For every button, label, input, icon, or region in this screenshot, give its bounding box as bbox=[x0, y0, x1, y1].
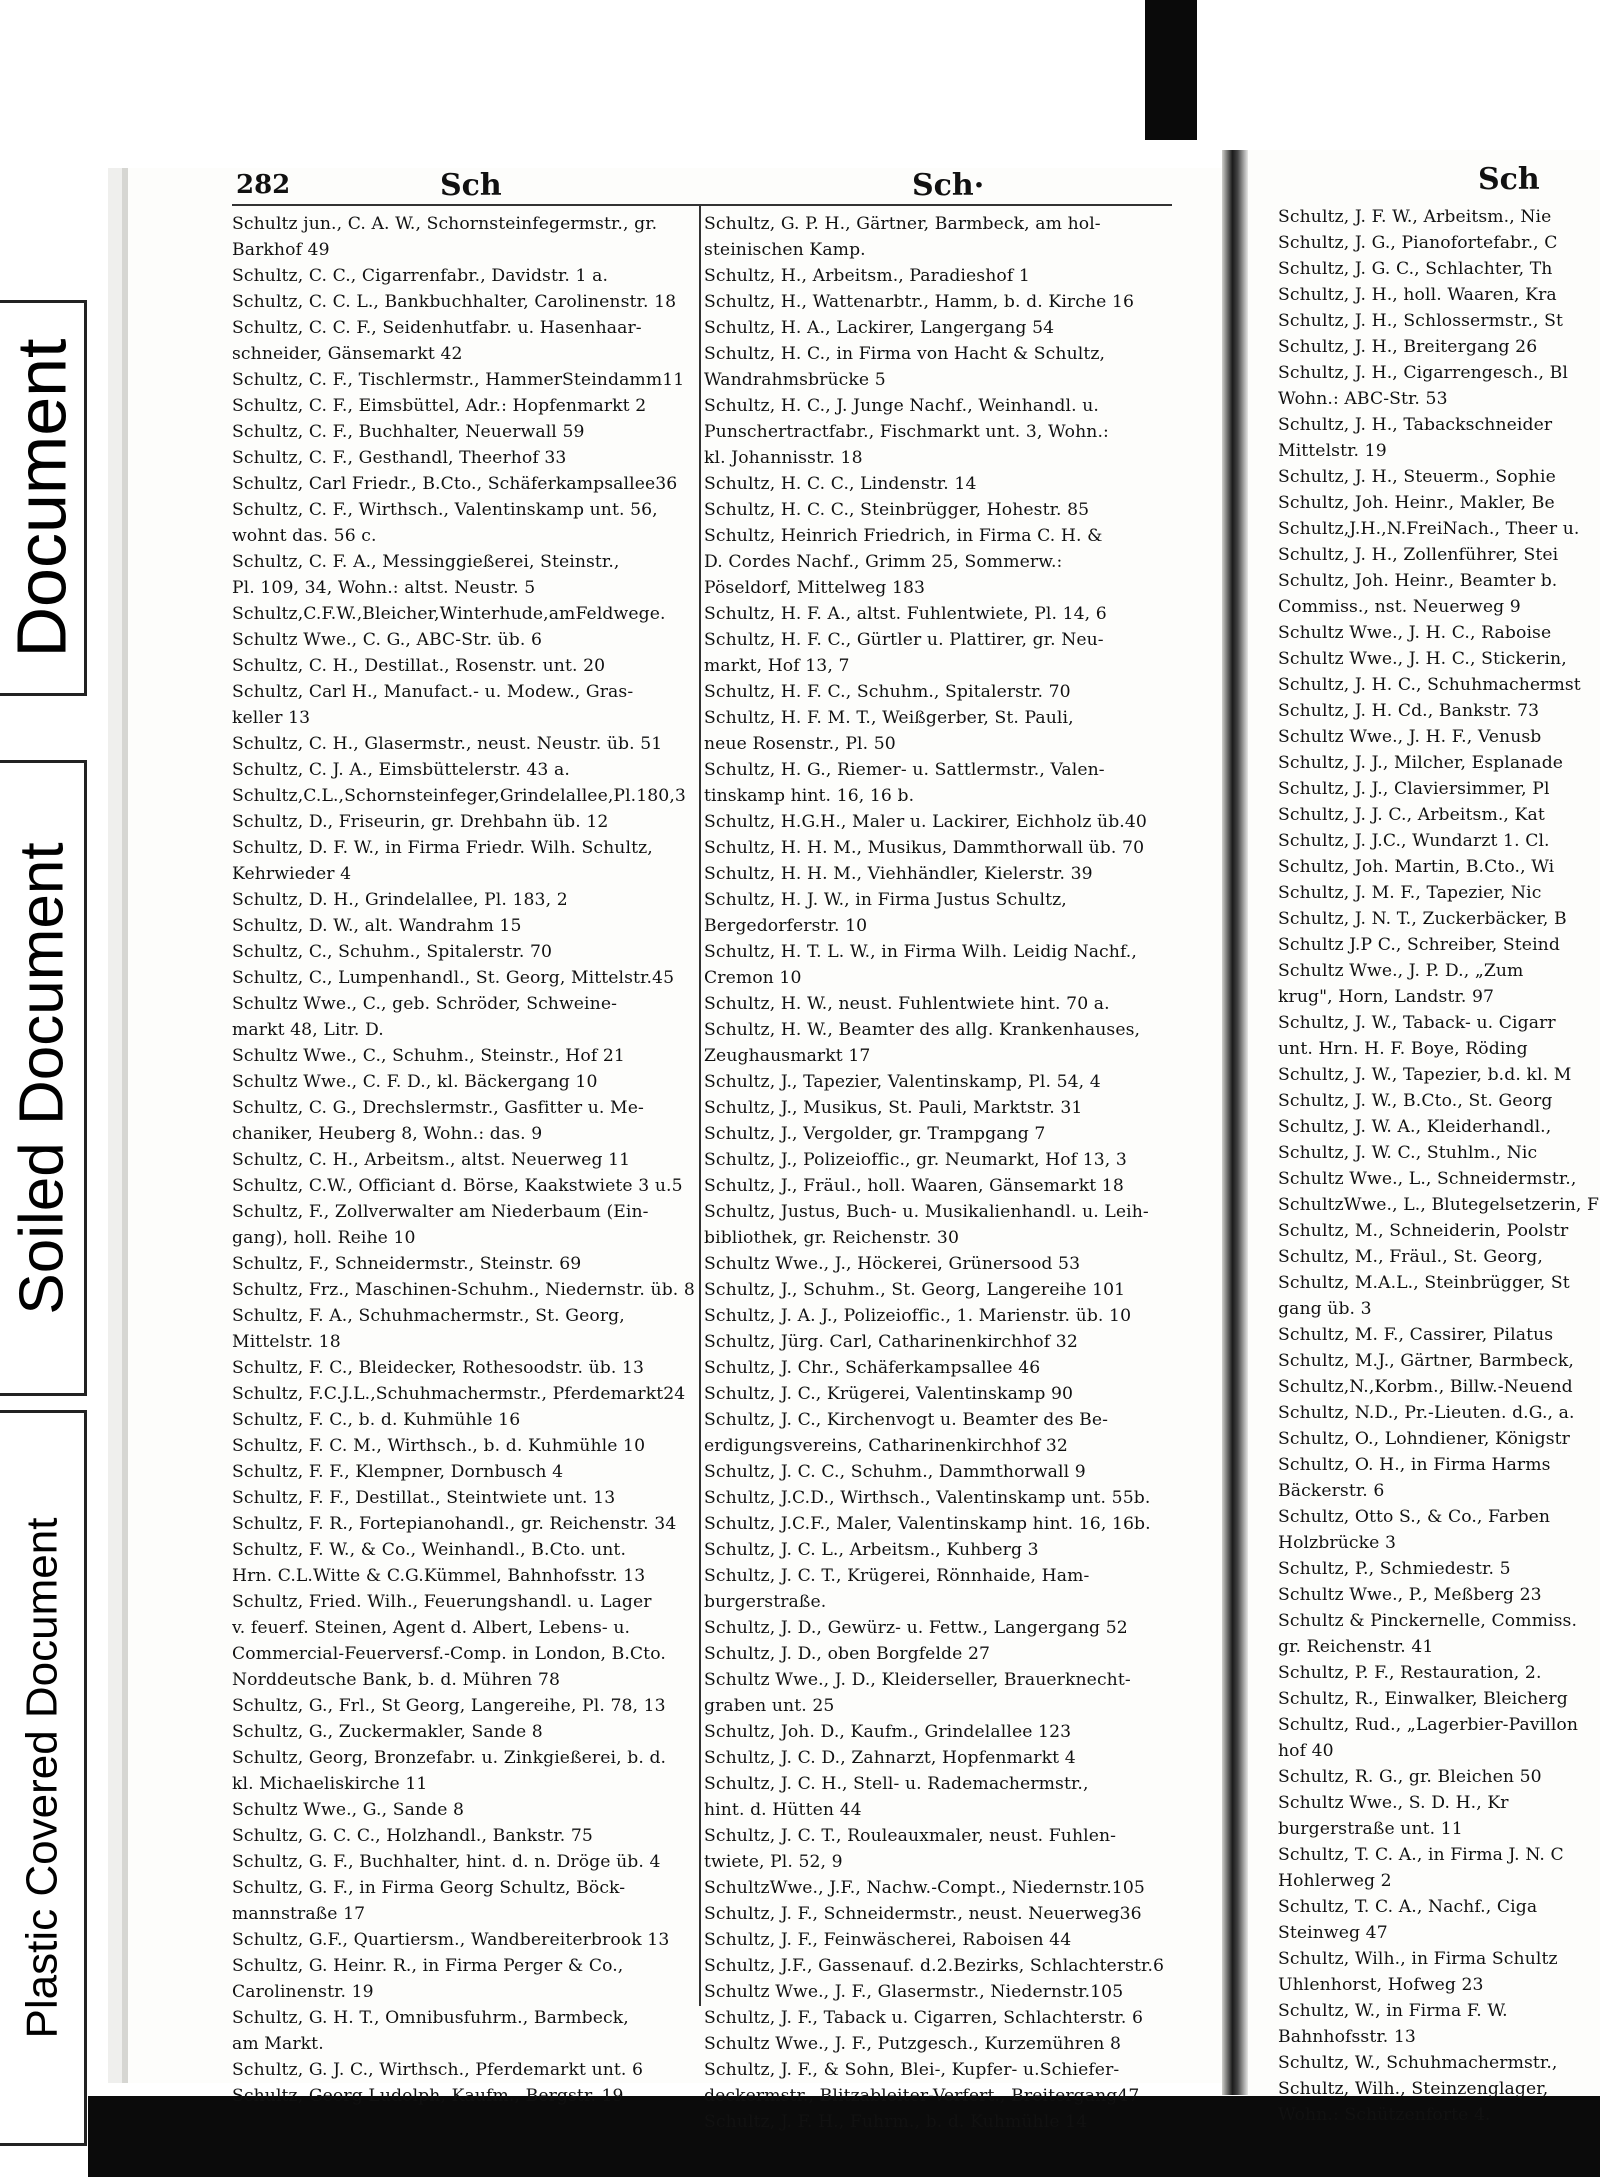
directory-line: Schultz, G. P. H., Gärtner, Barmbeck, am hol- bbox=[704, 214, 1101, 234]
directory-line: Schultz Wwe., J. H. F., Venusb bbox=[1278, 727, 1542, 747]
directory-line: Schultz, C. H., Glasermstr., neust. Neustr. üb. 51 bbox=[232, 734, 663, 754]
directory-line: Schultz, C. F., Eimsbüttel, Adr.: Hopfenmarkt 2 bbox=[232, 396, 647, 416]
directory-line: Schultz Wwe., C. G., ABC-Str. üb. 6 bbox=[232, 630, 543, 650]
directory-line: Schultz, J. J., Milcher, Esplanade bbox=[1278, 753, 1564, 773]
directory-line: Schultz, J.C.F., Maler, Valentinskamp hint. 16, 16b. bbox=[704, 1514, 1151, 1534]
directory-line: Schultz, J. F. H., Fuhrm., b. d. Kuhmühle 14 bbox=[704, 2112, 1088, 2132]
middle-column bbox=[704, 211, 1174, 2135]
directory-line: Schultz, J. D., oben Borgfelde 27 bbox=[704, 1644, 991, 1664]
directory-line: Schultz, J.C.D., Wirthsch., Valentinskamp unt. 55b. bbox=[704, 1488, 1151, 1508]
header-rule bbox=[232, 204, 1172, 206]
directory-line: kl. Johannisstr. 18 bbox=[704, 448, 863, 468]
directory-line: Schultz, H. F. C., Gürtler u. Plattirer, gr. Neu- bbox=[704, 630, 1104, 650]
directory-line: deckermstr., Blitzableiter-Verfert., Breitergang47 bbox=[704, 2086, 1140, 2106]
directory-line: Schultz, J. H., Schlossermstr., St bbox=[1278, 311, 1563, 331]
directory-line: Schultz, J. W. A., Kleiderhandl., bbox=[1278, 1117, 1552, 1137]
directory-line: Schultz, J. W. C., Stuhlm., Nic bbox=[1278, 1143, 1538, 1163]
directory-line: Schultz, H. W., neust. Fuhlentwiete hint. 70 a. bbox=[704, 994, 1110, 1014]
directory-line: Holzbrücke 3 bbox=[1278, 1533, 1396, 1553]
directory-line: Schultz, J. W., B.Cto., St. Georg bbox=[1278, 1091, 1553, 1111]
directory-line: Schultz, C. F., Wirthsch., Valentinskamp unt. 56, bbox=[232, 500, 658, 520]
directory-line: Mittelstr. 19 bbox=[1278, 441, 1387, 461]
directory-line: Schultz, F. C. M., Wirthsch., b. d. Kuhmühle 10 bbox=[232, 1436, 646, 1456]
directory-line: Schultz, J. C. C., Schuhm., Dammthorwall 9 bbox=[704, 1462, 1086, 1482]
directory-line: Schultz, O., Lohndiener, Königstr bbox=[1278, 1429, 1571, 1449]
directory-line: Schultz, D. H., Grindelallee, Pl. 183, 2 bbox=[232, 890, 568, 910]
directory-line: Schultz, C. H., Destillat., Rosenstr. unt. 20 bbox=[232, 656, 606, 676]
directory-line: neue Rosenstr., Pl. 50 bbox=[704, 734, 896, 754]
directory-line: unt. Hrn. H. F. Boye, Röding bbox=[1278, 1039, 1528, 1059]
directory-line: markt, Hof 13, 7 bbox=[704, 656, 850, 676]
directory-line: Schultz, J. G., Pianofortefabr., C bbox=[1278, 233, 1558, 253]
directory-line: Schultz, Joh. Heinr., Makler, Be bbox=[1278, 493, 1555, 513]
directory-line: Schultz, H., Wattenarbtr., Hamm, b. d. Kirche 16 bbox=[704, 292, 1135, 312]
label-tab-strip bbox=[0, 0, 88, 2177]
directory-line: Commiss., nst. Neuerweg 9 bbox=[1278, 597, 1521, 617]
directory-line: SchultzWwe., L., Blutegelsetzerin, F bbox=[1278, 1195, 1600, 1215]
directory-line: Schultz, J. H., Cigarrengesch., Bl bbox=[1278, 363, 1568, 383]
directory-line: tinskamp hint. 16, 16 b. bbox=[704, 786, 915, 806]
directory-line: Schultz, H., Arbeitsm., Paradieshof 1 bbox=[704, 266, 1030, 286]
directory-line: mannstraße 17 bbox=[232, 1904, 366, 1924]
directory-line: Schultz, C. G., Drechslermstr., Gasfitter u. Me- bbox=[232, 1098, 644, 1118]
directory-line: Schultz, J. H., holl. Waaren, Kra bbox=[1278, 285, 1557, 305]
right-page-heading: Sch bbox=[1478, 162, 1540, 197]
directory-line: Schultz, D. F. W., in Firma Friedr. Wilh. Schultz, bbox=[232, 838, 653, 858]
directory-line: chaniker, Heuberg 8, Wohn.: das. 9 bbox=[232, 1124, 543, 1144]
directory-line: Commercial-Feuerversf.-Comp. in London, B.Cto. bbox=[232, 1644, 666, 1664]
directory-line: Schultz, F., Schneidermstr., Steinstr. 69 bbox=[232, 1254, 582, 1274]
directory-line: Schultz, F. C., b. d. Kuhmühle 16 bbox=[232, 1410, 521, 1430]
directory-line: Schultz Wwe., J. H. C., Raboise bbox=[1278, 623, 1552, 643]
directory-line: Schultz, Jürg. Carl, Catharinenkirchhof 32 bbox=[704, 1332, 1078, 1352]
directory-line: Schultz, J. C. H., Stell- u. Rademachermstr., bbox=[704, 1774, 1089, 1794]
directory-line: Schultz, J. H., Steuerm., Sophie bbox=[1278, 467, 1556, 487]
directory-line: Pl. 109, 34, Wohn.: altst. Neustr. 5 bbox=[232, 578, 536, 598]
directory-line: Schultz J.P C., Schreiber, Steind bbox=[1278, 935, 1560, 955]
directory-line: Schultz, Joh. D., Kaufm., Grindelallee 123 bbox=[704, 1722, 1072, 1742]
directory-line: Cremon 10 bbox=[704, 968, 802, 988]
directory-line: Schultz, T. C. A., Nachf., Ciga bbox=[1278, 1897, 1538, 1917]
directory-line: Schultz, H. C. C., Lindenstr. 14 bbox=[704, 474, 977, 494]
directory-line: D. Cordes Nachf., Grimm 25, Sommerw.: bbox=[704, 552, 1063, 572]
directory-line: Schultz, Frz., Maschinen-Schuhm., Niedernstr. üb. 8 bbox=[232, 1280, 695, 1300]
directory-line: Schultz Wwe., J. D., Kleiderseller, Brauerknecht- bbox=[704, 1670, 1131, 1690]
directory-line: Schultz, M., Fräul., St. Georg, bbox=[1278, 1247, 1543, 1267]
left-column bbox=[232, 211, 698, 2109]
directory-line: Steinweg 47 bbox=[1278, 1923, 1388, 1943]
directory-line: Schultz Wwe., G., Sande 8 bbox=[232, 1800, 465, 1820]
directory-line: Wandrahmsbrücke 5 bbox=[704, 370, 886, 390]
middle-column-heading: Sch· bbox=[912, 168, 985, 203]
directory-line: Schultz, G. F., in Firma Georg Schultz, Böck- bbox=[232, 1878, 626, 1898]
directory-line: Norddeutsche Bank, b. d. Mühren 78 bbox=[232, 1670, 560, 1690]
tab-document[interactable] bbox=[0, 300, 87, 696]
directory-line: Schultz, J. C., Krügerei, Valentinskamp 90 bbox=[704, 1384, 1074, 1404]
directory-line: Schultz, J. H., Tabackschneider bbox=[1278, 415, 1553, 435]
directory-line: Hohlerweg 2 bbox=[1278, 1871, 1392, 1891]
directory-line: Schultz, M. F., Cassirer, Pilatus bbox=[1278, 1325, 1554, 1345]
directory-line: Kehrwieder 4 bbox=[232, 864, 352, 884]
directory-line: Schultz, Georg, Bronzefabr. u. Zinkgießerei, b. d. bbox=[232, 1748, 667, 1768]
directory-line: Schultz, F. F., Destillat., Steintwiete unt. 13 bbox=[232, 1488, 616, 1508]
directory-line: Schultz, Justus, Buch- u. Musikalienhandl. u. Leih- bbox=[704, 1202, 1149, 1222]
directory-line: Schultz, G. F., Buchhalter, hint. d. n. Dröge üb. 4 bbox=[232, 1852, 661, 1872]
directory-line: Carolinenstr. 19 bbox=[232, 1982, 374, 2002]
directory-line: Schultz Wwe., C., geb. Schröder, Schweine- bbox=[232, 994, 617, 1014]
directory-line: markt 48, Litr. D. bbox=[232, 1020, 384, 1040]
directory-line: Schultz, G.F., Quartiersm., Wandbereiterbrook 13 bbox=[232, 1930, 670, 1950]
directory-line: Schultz, H. F. A., altst. Fuhlentwiete, Pl. 14, 6 bbox=[704, 604, 1107, 624]
directory-line: Schultz, J. C. T., Rouleauxmaler, neust. Fuhlen- bbox=[704, 1826, 1117, 1846]
directory-line: Schultz, M., Schneiderin, Poolstr bbox=[1278, 1221, 1569, 1241]
directory-line: Schultz, H. H. M., Musikus, Dammthorwall üb. 70 bbox=[704, 838, 1145, 858]
page-fold bbox=[1222, 150, 1248, 2095]
directory-line: Schultz, P., Schmiedestr. 5 bbox=[1278, 1559, 1511, 1579]
directory-line: v. feuerf. Steinen, Agent d. Albert, Lebens- u. bbox=[232, 1618, 631, 1638]
directory-line: Schultz, H. F. C., Schuhm., Spitalerstr. 70 bbox=[704, 682, 1071, 702]
directory-line: Schultz, M.J., Gärtner, Barmbeck, bbox=[1278, 1351, 1574, 1371]
directory-line: Schultz & Pinckernelle, Commiss. bbox=[1278, 1611, 1578, 1631]
directory-line: Pöseldorf, Mittelweg 183 bbox=[704, 578, 926, 598]
directory-line: Schultz, F. C., Bleidecker, Rothesoodstr. üb. 13 bbox=[232, 1358, 645, 1378]
directory-line: hof 40 bbox=[1278, 1741, 1334, 1761]
directory-line: SchultzWwe., J.F., Nachw.-Compt., Niedernstr.105 bbox=[704, 1878, 1145, 1898]
directory-line: Schultz, G. Heinr. R., in Firma Perger & Co., bbox=[232, 1956, 624, 1976]
directory-line: gang üb. 3 bbox=[1278, 1299, 1372, 1319]
directory-line: Schultz, F. F., Klempner, Dornbusch 4 bbox=[232, 1462, 564, 1482]
directory-line: bibliothek, gr. Reichenstr. 30 bbox=[704, 1228, 959, 1248]
directory-line: Schultz, C.W., Officiant d. Börse, Kaakstwiete 3 u.5 bbox=[232, 1176, 683, 1196]
directory-line: Schultz, J. D., Gewürz- u. Fettw., Langergang 52 bbox=[704, 1618, 1128, 1638]
directory-line: Schultz, N.D., Pr.-Lieuten. d.G., a. bbox=[1278, 1403, 1575, 1423]
directory-line: Schultz, G., Frl., St Georg, Langereihe, Pl. 78, 13 bbox=[232, 1696, 666, 1716]
directory-line: Schultz Wwe., P., Meßberg 23 bbox=[1278, 1585, 1542, 1605]
directory-line: Schultz, H. C. C., Steinbrügger, Hohestr. 85 bbox=[704, 500, 1090, 520]
directory-line: Schultz, J. C. L., Arbeitsm., Kuhberg 3 bbox=[704, 1540, 1039, 1560]
directory-line: Schultz, J. C. D., Zahnarzt, Hopfenmarkt 4 bbox=[704, 1748, 1076, 1768]
directory-line: hint. d. Hütten 44 bbox=[704, 1800, 862, 1820]
directory-line: Schultz, C. F., Gesthandl, Theerhof 33 bbox=[232, 448, 567, 468]
directory-line: Schultz, G. J. C., Wirthsch., Pferdemarkt unt. 6 bbox=[232, 2060, 644, 2080]
directory-line: Barkhof 49 bbox=[232, 240, 330, 260]
directory-line: krug", Horn, Landstr. 97 bbox=[1278, 987, 1495, 1007]
directory-line: Schultz,N.,Korbm., Billw.-Neuend bbox=[1278, 1377, 1573, 1397]
directory-line: Schultz Wwe., C., Schuhm., Steinstr., Hof 21 bbox=[232, 1046, 625, 1066]
directory-line: Schultz, O. H., in Firma Harms bbox=[1278, 1455, 1551, 1475]
directory-line: Schultz Wwe., L., Schneidermstr., bbox=[1278, 1169, 1577, 1189]
left-column-heading: Sch bbox=[440, 168, 502, 203]
directory-line: Schultz, C. C. F., Seidenhutfabr. u. Hasenhaar- bbox=[232, 318, 642, 338]
directory-line: Schultz, H. C., J. Junge Nachf., Weinhandl. u. bbox=[704, 396, 1099, 416]
directory-line: Bäckerstr. 6 bbox=[1278, 1481, 1385, 1501]
directory-line: Schultz, J. W., Tapezier, b.d. kl. M bbox=[1278, 1065, 1572, 1085]
directory-line: Schultz, J. N. T., Zuckerbäcker, B bbox=[1278, 909, 1567, 929]
directory-line: Schultz Wwe., J. F., Glasermstr., Niedernstr.105 bbox=[704, 1982, 1124, 2002]
directory-line: Schultz, H. H. M., Viehhändler, Kielerstr. 39 bbox=[704, 864, 1093, 884]
tab-plastic-covered-document-label: Plastic Covered Document bbox=[17, 1517, 67, 2039]
directory-line: Zeughausmarkt 17 bbox=[704, 1046, 871, 1066]
directory-line: Schultz, H. F. M. T., Weißgerber, St. Pauli, bbox=[704, 708, 1074, 728]
directory-line: Schultz, G. C. C., Holzhandl., Bankstr. 75 bbox=[232, 1826, 593, 1846]
directory-line: Schultz, C. J. A., Eimsbüttelerstr. 43 a. bbox=[232, 760, 570, 780]
directory-line: Schultz, M.A.L., Steinbrügger, St bbox=[1278, 1273, 1570, 1293]
directory-line: Schultz, C., Schuhm., Spitalerstr. 70 bbox=[232, 942, 553, 962]
directory-line: am Markt. bbox=[232, 2034, 324, 2054]
tab-soiled-document[interactable] bbox=[0, 760, 87, 1396]
directory-line: Schultz, C. C. L., Bankbuchhalter, Carolinenstr. 18 bbox=[232, 292, 677, 312]
directory-line: Schultz, F. W., & Co., Weinhandl., B.Cto. unt. bbox=[232, 1540, 627, 1560]
directory-line: Schultz, J. F. W., Arbeitsm., Nie bbox=[1278, 207, 1552, 227]
directory-line: Schultz, F. R., Fortepianohandl., gr. Reichenstr. 34 bbox=[232, 1514, 677, 1534]
directory-line: Schultz, J. F., Feinwäscherei, Raboisen 44 bbox=[704, 1930, 1072, 1950]
directory-line: Wohn.: Schützenforte 4. bbox=[1278, 2105, 1491, 2125]
directory-line: Schultz, R., Einwalker, Bleicherg bbox=[1278, 1689, 1568, 1709]
directory-line: Schultz, J. H. Cd., Bankstr. 73 bbox=[1278, 701, 1540, 721]
directory-line: Schultz jun., C. A. W., Schornsteinfegermstr., gr. bbox=[232, 214, 658, 234]
directory-line: Schultz, Heinrich Friedrich, in Firma C. H. & bbox=[704, 526, 1103, 546]
directory-line: twiete, Pl. 52, 9 bbox=[704, 1852, 843, 1872]
directory-line: Schultz, C., Lumpenhandl., St. Georg, Mittelstr.45 bbox=[232, 968, 675, 988]
directory-line: Schultz, C. H., Arbeitsm., altst. Neuerweg 11 bbox=[232, 1150, 631, 1170]
directory-line: Schultz, C. F. A., Messinggießerei, Steinstr., bbox=[232, 552, 620, 572]
directory-line: Schultz, Carl H., Manufact.- u. Modew., Gras- bbox=[232, 682, 634, 702]
directory-line: gang), holl. Reihe 10 bbox=[232, 1228, 416, 1248]
directory-line: Schultz Wwe., C. F. D., kl. Bäckergang 10 bbox=[232, 1072, 598, 1092]
directory-line: Schultz, H. J. W., in Firma Justus Schultz, bbox=[704, 890, 1067, 910]
directory-line: burgerstraße. bbox=[704, 1592, 827, 1612]
tab-soiled-document-label: Soiled Document bbox=[7, 841, 77, 1315]
directory-line: Schultz, D. W., alt. Wandrahm 15 bbox=[232, 916, 522, 936]
directory-line: Schultz, Georg Ludolph, Kaufm., Bergstr. 19 bbox=[232, 2086, 624, 2106]
directory-line: Schultz, Rud., „Lagerbier-Pavillon bbox=[1278, 1715, 1579, 1735]
directory-line: Schultz, J., Vergolder, gr. Trampgang 7 bbox=[704, 1124, 1046, 1144]
directory-line: Schultz, Joh. Heinr., Beamter b. bbox=[1278, 571, 1558, 591]
directory-line: Schultz, J. M. F., Tapezier, Nic bbox=[1278, 883, 1542, 903]
directory-line: Schultz, D., Friseurin, gr. Drehbahn üb. 12 bbox=[232, 812, 609, 832]
directory-line: Schultz, Wilh., in Firma Schultz bbox=[1278, 1949, 1558, 1969]
directory-line: Schultz, P. F., Restauration, 2. bbox=[1278, 1663, 1542, 1683]
directory-line: Schultz, W., in Firma F. W. bbox=[1278, 2001, 1508, 2021]
directory-line: Schultz, F. A., Schuhmachermstr., St. Georg, bbox=[232, 1306, 625, 1326]
directory-line: gr. Reichenstr. 41 bbox=[1278, 1637, 1434, 1657]
directory-line: Schultz, J. H., Zollenführer, Stei bbox=[1278, 545, 1559, 565]
directory-line: Schultz, C. F., Tischlermstr., HammerSteindamm11 bbox=[232, 370, 685, 390]
directory-line: Schultz, C. F., Buchhalter, Neuerwall 59 bbox=[232, 422, 585, 442]
directory-line: Uhlenhorst, Hofweg 23 bbox=[1278, 1975, 1484, 1995]
directory-line: Schultz, G., Zuckermakler, Sande 8 bbox=[232, 1722, 543, 1742]
directory-line: Schultz, J., Tapezier, Valentinskamp, Pl. 54, 4 bbox=[704, 1072, 1101, 1092]
directory-line: Schultz Wwe., J. P. D., „Zum bbox=[1278, 961, 1524, 981]
directory-line: Schultz, J., Polizeioffic., gr. Neumarkt, Hof 13, 3 bbox=[704, 1150, 1127, 1170]
directory-line: kl. Michaeliskirche 11 bbox=[232, 1774, 428, 1794]
directory-line: graben unt. 25 bbox=[704, 1696, 835, 1716]
directory-line: Schultz, J. J.C., Wundarzt 1. Cl. bbox=[1278, 831, 1550, 851]
directory-line: Schultz, J.F., Gassenauf. d.2.Bezirks, Schlachterstr.6 bbox=[704, 1956, 1165, 1976]
directory-line: Schultz, G. H. T., Omnibusfuhrm., Barmbeck, bbox=[232, 2008, 629, 2028]
directory-line: Schultz, F., Zollverwalter am Niederbaum (Ein- bbox=[232, 1202, 649, 1222]
directory-line: Schultz, Joh. Martin, B.Cto., Wi bbox=[1278, 857, 1555, 877]
directory-line: Schultz, H.G.H., Maler u. Lackirer, Eichholz üb.40 bbox=[704, 812, 1147, 832]
directory-line: Schultz, H. T. L. W., in Firma Wilh. Leidig Nachf., bbox=[704, 942, 1137, 962]
directory-line: Schultz,J.H.,N.FreiNach., Theer u. bbox=[1278, 519, 1580, 539]
directory-line: Schultz, H. W., Beamter des allg. Krankenhauses, bbox=[704, 1020, 1141, 1040]
directory-line: Schultz Wwe., J. H. C., Stickerin, bbox=[1278, 649, 1567, 669]
directory-line: Schultz, J. G. C., Schlachter, Th bbox=[1278, 259, 1553, 279]
right-column bbox=[1278, 204, 1600, 2128]
directory-line: Schultz, J., Musikus, St. Pauli, Marktstr. 31 bbox=[704, 1098, 1083, 1118]
directory-line: Schultz, J. Chr., Schäferkampsallee 46 bbox=[704, 1358, 1041, 1378]
directory-line: Schultz, J. F., Schneidermstr., neust. Neuerweg36 bbox=[704, 1904, 1142, 1924]
directory-line: Mittelstr. 18 bbox=[232, 1332, 341, 1352]
directory-line: Schultz, J. H., Breitergang 26 bbox=[1278, 337, 1538, 357]
directory-line: Schultz Wwe., J., Höckerei, Grünersood 53 bbox=[704, 1254, 1081, 1274]
directory-line: Schultz, H. G., Riemer- u. Sattlermstr., Valen- bbox=[704, 760, 1105, 780]
directory-line: Schultz Wwe., J. F., Putzgesch., Kurzemühren 8 bbox=[704, 2034, 1122, 2054]
directory-line: Schultz,C.L.,Schornsteinfeger,Grindelallee,Pl.180,3 bbox=[232, 786, 686, 806]
directory-line: Hrn. C.L.Witte & C.G.Kümmel, Bahnhofsstr. 13 bbox=[232, 1566, 646, 1586]
directory-line: Schultz, J., Fräul., holl. Waaren, Gänsemarkt 18 bbox=[704, 1176, 1124, 1196]
directory-line: Schultz, J. H. C., Schuhmachermst bbox=[1278, 675, 1581, 695]
directory-line: Schultz,C.F.W.,Bleicher,Winterhude,amFeldwege. bbox=[232, 604, 666, 624]
tab-document-label: Document bbox=[3, 338, 82, 658]
directory-line: erdigungsvereins, Catharinenkirchhof 32 bbox=[704, 1436, 1068, 1456]
directory-line: Schultz, H. A., Lackirer, Langergang 54 bbox=[704, 318, 1055, 338]
directory-line: Schultz, J., Schuhm., St. Georg, Langereihe 101 bbox=[704, 1280, 1126, 1300]
directory-line: Schultz, Carl Friedr., B.Cto., Schäferkampsallee36 bbox=[232, 474, 678, 494]
directory-line: Schultz, F.C.J.L.,Schuhmachermstr., Pferdemarkt24 bbox=[232, 1384, 686, 1404]
directory-line: wohnt das. 56 c. bbox=[232, 526, 377, 546]
directory-line: Bahnhofsstr. 13 bbox=[1278, 2027, 1416, 2047]
directory-line: Schultz, H. C., in Firma von Hacht & Schultz, bbox=[704, 344, 1106, 364]
page-number: 282 bbox=[236, 170, 291, 200]
directory-line: Schultz, J. C., Kirchenvogt u. Beamter des Be- bbox=[704, 1410, 1109, 1430]
directory-line: Schultz, Otto S., & Co., Farben bbox=[1278, 1507, 1551, 1527]
directory-line: steinischen Kamp. bbox=[704, 240, 866, 260]
scanner-edge bbox=[1145, 0, 1197, 140]
directory-line: Schultz, J. F., & Sohn, Blei-, Kupfer- u.Schiefer- bbox=[704, 2060, 1120, 2080]
directory-line: Schultz, J. C. T., Krügerei, Rönnhaide, Ham- bbox=[704, 1566, 1090, 1586]
directory-line: Schultz, Fried. Wilh., Feuerungshandl. u. Lager bbox=[232, 1592, 652, 1612]
directory-line: Schultz, W., Schuhmachermstr., bbox=[1278, 2053, 1558, 2073]
directory-line: Schultz, J. A. J., Polizeioffic., 1. Marienstr. üb. 10 bbox=[704, 1306, 1132, 1326]
directory-line: Schultz, R. G., gr. Bleichen 50 bbox=[1278, 1767, 1542, 1787]
directory-line: Schultz Wwe., S. D. H., Kr bbox=[1278, 1793, 1509, 1813]
directory-line: Schultz, J. W., Taback- u. Cigarr bbox=[1278, 1013, 1556, 1033]
directory-line: Punschertractfabr., Fischmarkt unt. 3, Wohn.: bbox=[704, 422, 1109, 442]
directory-line: burgerstraße unt. 11 bbox=[1278, 1819, 1463, 1839]
directory-line: Schultz, C. C., Cigarrenfabr., Davidstr. 1 a. bbox=[232, 266, 609, 286]
directory-line: Schultz, J. J., Claviersimmer, Pl bbox=[1278, 779, 1550, 799]
directory-line: Schultz, J. J. C., Arbeitsm., Kat bbox=[1278, 805, 1545, 825]
directory-line: Bergedorferstr. 10 bbox=[704, 916, 868, 936]
directory-line: keller 13 bbox=[232, 708, 311, 728]
tab-plastic-covered-document[interactable] bbox=[0, 1410, 87, 2146]
directory-line: Schultz, T. C. A., in Firma J. N. C bbox=[1278, 1845, 1564, 1865]
directory-line: Schultz, Wilh., Steinzenglager, bbox=[1278, 2079, 1549, 2099]
directory-line: Wohn.: ABC-Str. 53 bbox=[1278, 389, 1448, 409]
column-divider bbox=[699, 206, 701, 2006]
directory-line: schneider, Gänsemarkt 42 bbox=[232, 344, 463, 364]
directory-line: Schultz, J. F., Taback u. Cigarren, Schlachterstr. 6 bbox=[704, 2008, 1143, 2028]
